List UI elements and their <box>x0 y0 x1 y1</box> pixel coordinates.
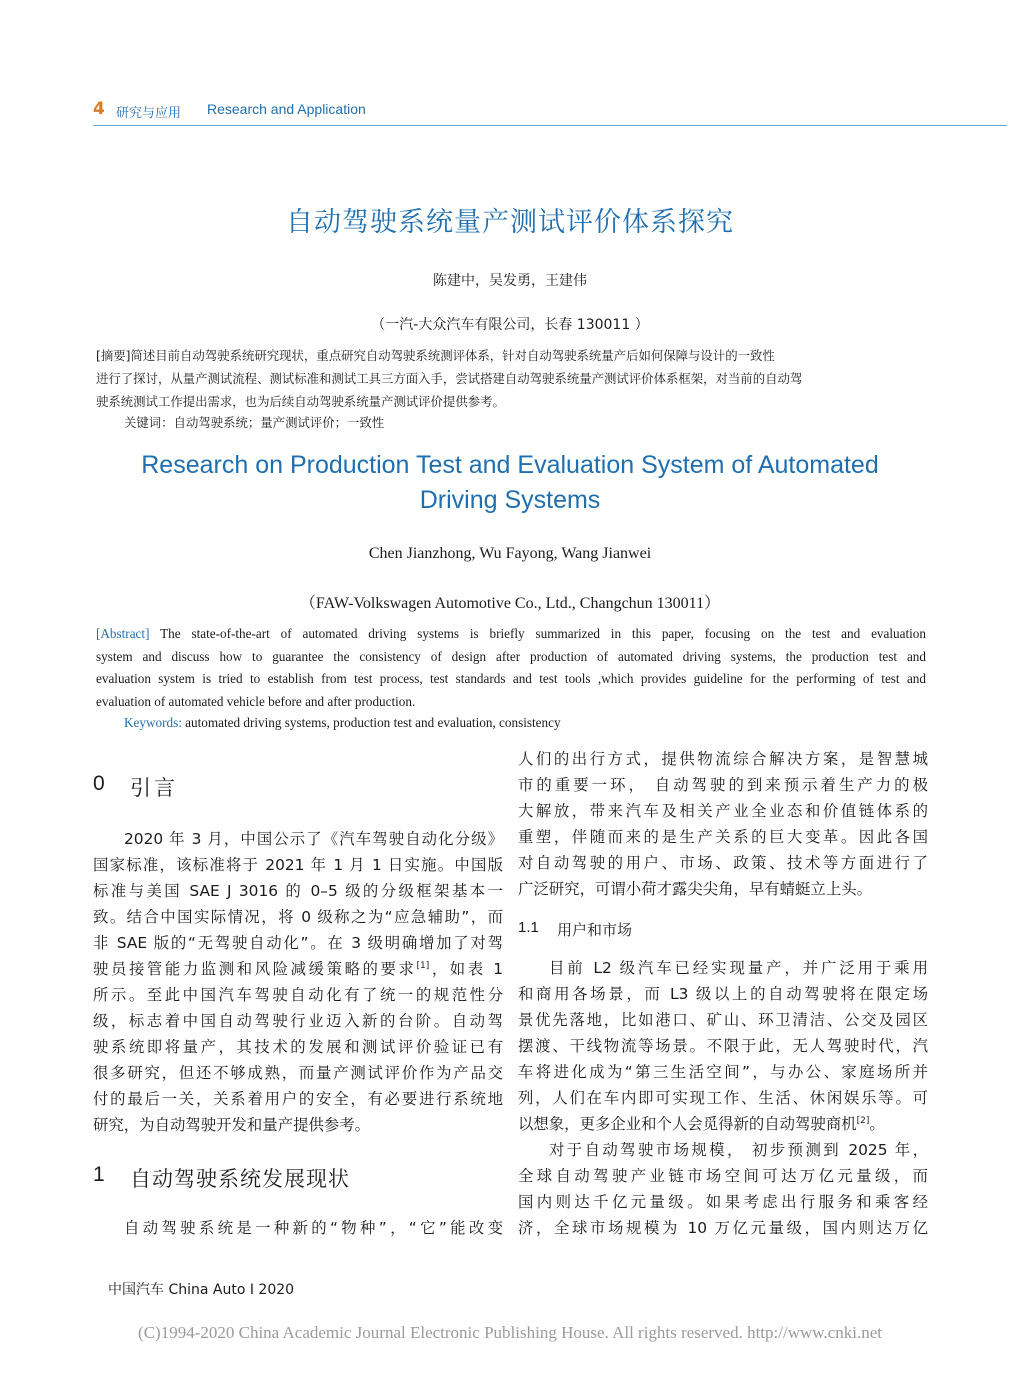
abstract-en-line: evaluation of automated vehicle before and after production. <box>96 693 416 709</box>
authors-en: Chen Jianzhong, Wu Fayong, Wang Jianwei <box>368 545 652 562</box>
abstract-en-line <box>96 623 926 646</box>
abstract-en <box>96 623 926 713</box>
body-line: 大解放，带来汽车及相关产业全业态和价值链体系的 <box>518 802 928 820</box>
body-line: 研究，为自动驾驶开发和量产提供参考。 <box>93 1116 371 1134</box>
body-line <box>518 1111 928 1137</box>
body-line: 2020 年 3 月，中国公示了《汽车驾驶自动化分级》 <box>124 830 503 848</box>
body-line: 致。结合中国实际情况，将 0 级称之为“应急辅助”，而 <box>93 908 503 926</box>
body-line: 景优先落地，比如港口、矿山、环卫清洁、公交及园区 <box>518 1011 928 1029</box>
body-line: 摆渡、干线物流等场景。不限于此，无人驾驶时代，汽 <box>518 1037 928 1055</box>
body-line: 全球自动驾驶产业链市场空间可达万亿元量级，而 <box>518 1167 928 1185</box>
body-line: 目前 L2 级汽车已经实现量产，并广泛用于乘用 <box>549 959 928 977</box>
section-number: 0 <box>93 772 105 795</box>
body-line: 国家标准，该标准将于 2021 年 1 月 1 日实施。中国版 <box>93 856 503 874</box>
affiliation-cn: （一汽-大众汽车有限公司，长春 130011 ） <box>371 317 649 333</box>
keywords-en-label: Keywords: <box>124 715 182 730</box>
body-left-column-bottom <box>93 1215 503 1241</box>
body-right-column-bottom <box>518 955 928 1241</box>
body-line: 付的最后一关，关系着用户的安全，有必要进行系统地 <box>93 1090 503 1108</box>
body-text: 驶员接管能力监测和风险减缓策略的要求 <box>93 960 417 978</box>
body-line: 国内则达千亿元量级。如果考虑出行服务和乘客经 <box>518 1193 928 1211</box>
title-cn: 自动驾驶系统量产测试评价体系探究 <box>286 207 734 238</box>
title-en-line: Driving Systems <box>419 486 601 514</box>
header-rule <box>93 125 1007 126</box>
body-line: 很多研究，但还不够成熟，而量产测试评价作为产品交 <box>93 1064 503 1082</box>
body-line: 济，全球市场规模为 10 万亿元量级，国内则达万亿 <box>518 1219 928 1237</box>
body-line: 非 SAE 版的“无驾驶自动化”。在 3 级明确增加了对驾 <box>93 934 503 952</box>
body-line: 自动驾驶系统是一种新的“物种”，“它”能改变 <box>124 1219 503 1237</box>
authors-cn: 陈建中，吴发勇，王建伟 <box>433 273 587 289</box>
keywords-en <box>124 715 561 731</box>
section-title: 自动驾驶系统发展现状 <box>130 1167 350 1191</box>
body-line: 和商用各场景，而 L3 级以上的自动驾驶将在限定场 <box>518 985 928 1003</box>
abstract-cn-line: 进行了探讨，从量产测试流程、测试标准和测试工具三方面入手，尝试搭建自动驾驶系统量产测试评价体系框架，对当前的自动驾 <box>96 371 803 386</box>
abstract-cn <box>96 344 926 413</box>
abstract-cn-line: 驶系统测试工作提出需求，也为后续自动驾驶系统量产测试评价提供参考。 <box>96 394 505 409</box>
body-line: 标准与美国 SAE J 3016 的 0–5 级的分级框架基本一 <box>93 882 503 900</box>
section-label-en: Research and Application <box>207 101 366 117</box>
copyright-watermark: (C)1994-2020 China Academic Journal Electronic Publishing House. All rights reserved. http://www.cnki.net <box>138 1323 882 1342</box>
title-en-line: Research on Production Test and Evaluation System of Automated <box>141 451 879 479</box>
keywords-cn: 关键词：自动驾驶系统；量产测试评价；一致性 <box>124 415 385 430</box>
affiliation-en: （FAW-Volkswagen Automotive Co., Ltd., Changchun 130011） <box>299 595 721 612</box>
body-right-column <box>518 746 928 902</box>
keywords-en-text: automated driving systems, production test and evaluation, consistency <box>181 715 561 730</box>
body-line: 级，标志着中国自动驾驶行业迈入新的台阶。自动驾 <box>93 1012 503 1030</box>
page-number: 4 <box>93 99 105 119</box>
abstract-en-text: The state-of-the-art of automated driving systems is briefly summarized in this paper, focusing on the test and evaluation <box>149 626 926 641</box>
abstract-en-label: [Abstract] <box>96 626 150 641</box>
body-line: 对于自动驾驶市场规模， 初步预测到 2025 年， <box>549 1141 928 1159</box>
section-title: 引言 <box>130 776 178 800</box>
body-line: 驶系统即将量产，其技术的发展和测试评价验证已有 <box>93 1038 503 1056</box>
body-text: ，如表 1 <box>429 960 503 978</box>
section-number: 1 <box>93 1163 105 1186</box>
body-line: 人们的出行方式，提供物流综合解决方案，是智慧城 <box>518 750 928 768</box>
abstract-en-line: evaluation system is tried to establish from test process, test standards and test tools ,which provides guideline for the performing of test and <box>96 671 926 686</box>
body-text: 。 <box>869 1115 885 1133</box>
body-line: 广泛研究，可谓小荷才露尖尖角，早有蜻蜓立上头。 <box>518 880 872 898</box>
body-line: 对自动驾驶的用户、市场、政策、技术等方面进行了 <box>518 854 928 872</box>
citation[interactable]: [2] <box>856 1115 870 1126</box>
subsection-number: 1.1 <box>518 919 539 936</box>
citation[interactable]: [1] <box>416 960 430 971</box>
abstract-en-line: system and discuss how to guarantee the consistency of design after production of automated driving systems, the production test and <box>96 648 926 664</box>
section-label-cn: 研究与应用 <box>116 106 182 121</box>
body-line: 列，人们在车内即可实现工作、生活、休闲娱乐等。可 <box>518 1089 928 1107</box>
body-line: 车将进化成为“第三生活空间”，与办公、家庭场所并 <box>518 1063 928 1081</box>
subsection-title: 用户和市场 <box>557 921 633 939</box>
body-line <box>93 956 503 982</box>
body-line: 市的重要一环， 自动驾驶的到来预示着生产力的极 <box>518 776 928 794</box>
body-line: 重塑，伴随而来的是生产关系的巨大变革。因此各国 <box>518 828 928 846</box>
body-line: 所示。至此中国汽车驾驶自动化有了统一的规范性分 <box>93 986 503 1004</box>
title-en <box>0 448 1020 518</box>
footer-journal: 中国汽车 China Auto Ⅰ 2020 <box>108 1282 295 1298</box>
abstract-cn-line: [摘要]简述目前自动驾驶系统研究现状，重点研究自动驾驶系统测评体系，针对自动驾驶系统量产后如何保障与设计的一致性 <box>96 348 775 363</box>
body-text: 以想象，更多企业和个人会觅得新的自动驾驶商机 <box>518 1115 857 1133</box>
body-left-column <box>93 826 503 1138</box>
